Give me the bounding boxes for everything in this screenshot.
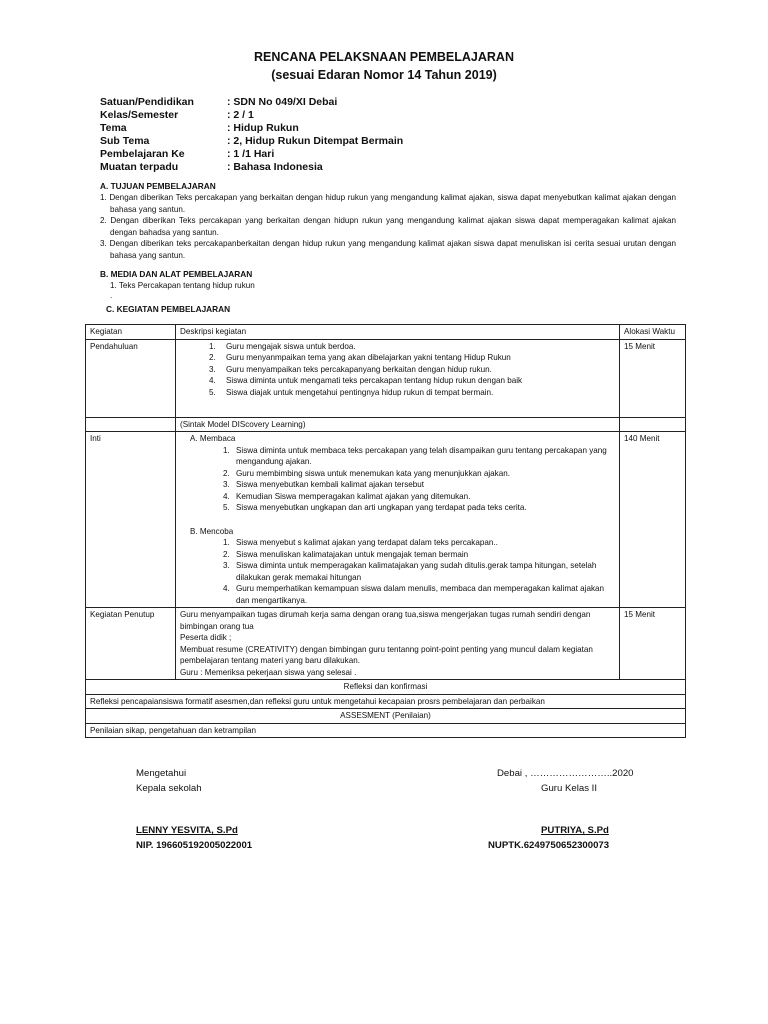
list-item: 5. Siswa diajak untuk mengetahui pentingnya hidup rukun di tempat bermain. (218, 387, 615, 399)
table-header-row (86, 325, 686, 340)
identity-row (100, 135, 403, 148)
document-title: RENCANA PELAKSNAAN PEMBELAJARAN (254, 50, 514, 64)
penutup-line: Peserta didik ; (180, 633, 232, 642)
identity-value: : Bahasa Indonesia (227, 161, 323, 173)
mencoba-title: B. Mencoba (190, 526, 234, 536)
header-deskripsi: Deskripsi kegiatan (176, 325, 620, 340)
objective-item: 3. Dengan diberikan teks percakapanberkaitan dengan hidup rukun yang mengandung kalimat ajakan siswa dapat menuliskan isi cerita sesuai urutan dengan bahasa yang santun. (100, 239, 676, 260)
identity-key: Kelas/Semester (100, 109, 179, 121)
identity-key: Pembelajaran Ke (100, 148, 185, 160)
list-item: 4. Siswa diminta untuk mengamati teks percakapan tentang hidup rukun dengan baik (218, 375, 615, 387)
section-c-title: C. KEGIATAN PEMBELAJARAN (106, 304, 231, 314)
list-item: 2. Guru membimbing siswa untuk menemukan kata yang menunjukkan ajakan. (232, 468, 615, 480)
table-row-assesment-text (86, 723, 686, 738)
header-alokasi: Alokasi Waktu (620, 325, 686, 340)
table-row-sintak (86, 417, 686, 432)
sintak-empty-time (620, 417, 686, 432)
identity-value: : SDN No 049/XI Debai (227, 96, 338, 108)
pendahuluan-steps (180, 341, 615, 399)
pendahuluan-label: Pendahuluan (86, 339, 176, 417)
identity-value: : Hidup Rukun (227, 122, 299, 134)
list-item: 2. Guru menyanmpaikan tema yang akan dibelajarkan yakni tentang Hidup Rukun (218, 352, 615, 364)
table-row-refleksi-title (86, 680, 686, 695)
identity-key: Satuan/Pendidikan (100, 96, 194, 108)
media-dot: . (110, 291, 113, 300)
signature-right-line2: Guru Kelas II (541, 783, 597, 794)
signature-left-line1: Mengetahui (136, 768, 187, 779)
penutup-desc (176, 608, 620, 680)
sintak-empty-cell (86, 417, 176, 432)
table-row-assesment-title (86, 709, 686, 724)
penutup-label: Kegiatan Penutup (86, 608, 176, 680)
refleksi-text: Refleksi pencapaiansiswa formatif asesmen,dan refleksi guru untuk mengetahui kecapaian prosrs pembelajaran dan perbaikan (86, 694, 686, 709)
assesment-text: Penilaian sikap, pengetahuan dan ketrampilan (86, 723, 686, 738)
identity-key: Sub Tema (100, 135, 150, 147)
table-row-refleksi-text (86, 694, 686, 709)
section-b-title: B. MEDIA DAN ALAT PEMBELAJARAN (100, 269, 253, 279)
list-item: 1. Guru mengajak siswa untuk berdoa. (218, 341, 615, 353)
pendahuluan-time: 15 Menit (620, 339, 686, 417)
list-item: 3. Siswa diminta untuk memperagakan kalimatajakan yang sudah ditulis.gerak tampa hitungan, setelah dilakukan gerak memakai hitungan (232, 560, 615, 583)
list-item: 1. Siswa menyebut s kalimat ajakan yang terdapat dalam teks percakapan.. (232, 537, 615, 549)
document-subtitle: (sesuai Edaran Nomor 14 Tahun 2019) (271, 68, 497, 82)
inti-time: 140 Menit (620, 432, 686, 608)
section-a-list (100, 192, 676, 262)
headmaster-nip: NIP. 196605192005022001 (136, 840, 253, 851)
identity-block (100, 96, 403, 174)
table-row-inti (86, 432, 686, 608)
identity-row (100, 161, 403, 174)
list-item: 3. Siswa menyebutkan kembali kalimat ajakan tersebut (232, 479, 615, 491)
sintak-text: (Sintak Model DIScovery Learning) (176, 417, 620, 432)
activity-table (85, 324, 686, 738)
refleksi-title: Refleksi dan konfirmasi (86, 680, 686, 695)
objective-item: 1. Dengan diberikan Teks percakapan yang berkaitan dengan hidup rukun yang mengandung kalimat ajakan, siswa dapat menyebutkan kalimat ajakan dengan bahasa yang santun. (100, 193, 676, 214)
signature-right-line1: Debai , ……………………..2020 (497, 768, 634, 779)
header-kegiatan: Kegiatan (86, 325, 176, 340)
identity-key: Tema (100, 122, 127, 134)
teacher-name: PUTRIYA, S.Pd (541, 825, 609, 836)
penutup-line: Guru menyampaikan tugas dirumah kerja sama dengan orang tua,siswa mengerjakan tugas rumah sendiri dengan bimbingan orang tua (180, 610, 591, 631)
membaca-steps (180, 445, 615, 514)
membaca-title: A. Membaca (190, 434, 236, 443)
list-item: 5. Siswa menyebutkan ungkapan dan arti ungkapan yang terdapat pada teks cerita. (232, 502, 615, 514)
identity-row (100, 148, 403, 161)
identity-row (100, 96, 403, 109)
headmaster-name: LENNY YESVITA, S.Pd (136, 825, 238, 836)
inti-label: Inti (86, 432, 176, 608)
penutup-line: Guru : Memeriksa pekerjaan siswa yang selesai . (180, 667, 357, 677)
penutup-time: 15 Menit (620, 608, 686, 680)
identity-key: Muatan terpadu (100, 161, 179, 173)
section-a-title: A. TUJUAN PEMBELAJARAN (100, 181, 216, 191)
identity-value: : 2 / 1 (227, 109, 254, 121)
identity-row (100, 122, 403, 135)
identity-row (100, 109, 403, 122)
list-item: 4. Guru memperhatikan kemampuan siswa dalam menulis, membaca dan memperagakan kalimat ajakan dan mengartikanya. (232, 583, 615, 606)
penutup-line: Membuat resume (CREATIVITY) dengan bimbingan guru tentanng point-point penting yang muncul dalam kegiatan pembelajaran tentang materi yang baru dilakukan. (180, 644, 593, 665)
list-item: 4. Kemudian Siswa memperagakan kalimat ajakan yang ditemukan. (232, 491, 615, 503)
table-row-penutup (86, 608, 686, 680)
list-item: 2. Siswa menuliskan kalimatajakan untuk mengajak teman bermain (232, 549, 615, 561)
teacher-nuptk: NUPTK.6249750652300073 (488, 840, 610, 851)
table-row-pendahuluan (86, 339, 686, 417)
inti-desc (176, 432, 620, 608)
objective-item: 2. Dengan diberikan Teks percakapan yang berkaitan dengan hidupn rukun yang mengandung kalimat ajakan siswa dapat memperagakan kalimat ajakan dengan bahadsa yang santun. (100, 216, 676, 237)
assesment-title: ASSESMENT (Penilaian) (86, 709, 686, 724)
pendahuluan-desc (176, 339, 620, 417)
media-item: 1. Teks Percakapan tentang hidup rukun (110, 281, 255, 290)
identity-value: : 2, Hidup Rukun Ditempat Bermain (227, 135, 404, 147)
mencoba-steps (180, 537, 615, 606)
identity-value: : 1 /1 Hari (227, 148, 275, 160)
signature-left-line2: Kepala sekolah (136, 783, 202, 794)
list-item: 3. Guru menyampaikan teks percakapanyang berkaitan dengan hidup rukun. (218, 364, 615, 376)
list-item: 1. Siswa diminta untuk membaca teks percakapan yang telah disampaikan guru tentang percakapan yang mengandung ajakan. (232, 445, 615, 468)
